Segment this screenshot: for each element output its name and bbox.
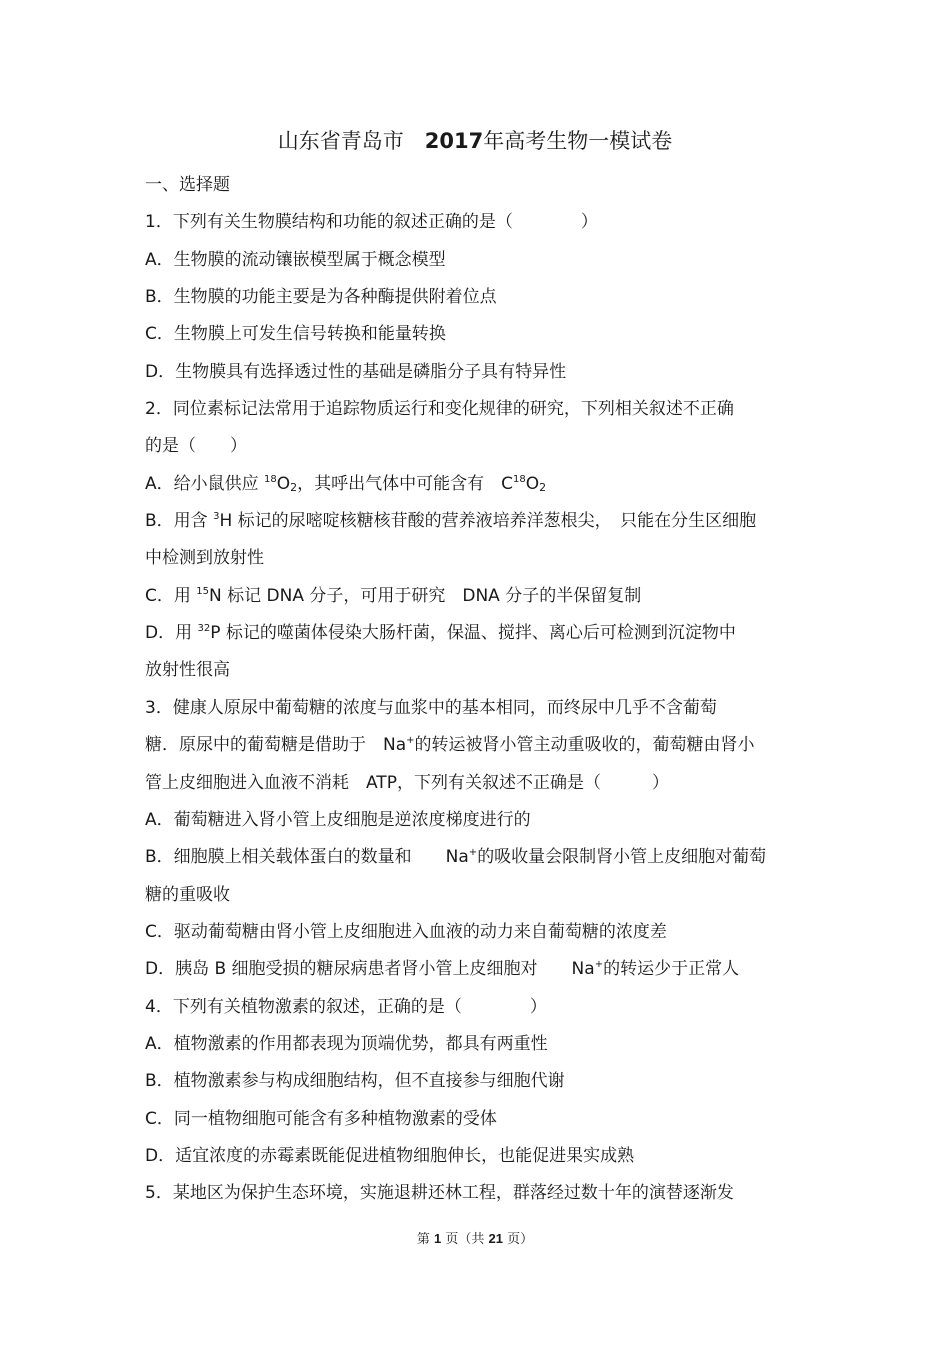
q5-stem: 5．某地区为保护生态环境，实施退耕还林工程，群落经过数十年的演替逐渐发 bbox=[145, 1183, 734, 1204]
q3-stem-line3: 管上皮细胞进入血液不消耗 ATP，下列有关叙述不正确是（ ） bbox=[145, 772, 669, 793]
q4-option-d: D．适宜浓度的赤霉素既能促进植物细胞伸长，也能促进果实成熟 bbox=[145, 1145, 635, 1166]
section-heading: 一、选择题 bbox=[145, 175, 230, 195]
q3-option-b-line1: B．细胞膜上相关载体蛋白的数量和 Na+的吸收量会限制肾小管上皮细胞对葡萄 bbox=[145, 847, 767, 868]
q3-option-c: C．驱动葡萄糖由肾小管上皮细胞进入血液的动力来自葡萄糖的浓度差 bbox=[145, 921, 667, 942]
q1-stem: 1．下列有关生物膜结构和功能的叙述正确的是（ ） bbox=[145, 212, 598, 233]
title-year: 2017 bbox=[424, 129, 484, 153]
page-number: 1 bbox=[434, 1231, 442, 1246]
document-body bbox=[145, 167, 810, 1213]
q2-option-b-line2: 中检测到放射性 bbox=[145, 548, 264, 569]
q2-option-b-line1: B．用含 $^3$H 标记的尿嘧啶核糖核苷酸的营养液培养洋葱根尖， 只能在分生区细胞 bbox=[145, 511, 757, 532]
q3-stem-line1: 3．健康人原尿中葡萄糖的浓度与血浆中的基本相同，而终尿中几乎不含葡萄 bbox=[145, 697, 717, 718]
q2-option-d-line1: D．用 $^{32}$P 标记的噬菌体侵染大肠杆菌，保温、搅拌、离心后可检测到沉淀物中 bbox=[145, 623, 736, 644]
q1-option-a: A．生物膜的流动镶嵌模型属于概念模型 bbox=[145, 249, 446, 270]
q2-stem-line2: 的是（ ） bbox=[145, 436, 247, 457]
q2-option-a: A．给小鼠供应 $^{18}O_2$，其呼出气体中可能含有 $C^{18}O_2$ bbox=[145, 473, 547, 494]
q3-option-d: D．胰岛 B 细胞受损的糖尿病患者肾小管上皮细胞对 Na+的转运少于正常人 bbox=[145, 959, 740, 980]
page-total: 21 bbox=[488, 1231, 503, 1246]
q1-option-c: C．生物膜上可发生信号转换和能量转换 bbox=[145, 324, 446, 345]
q2-option-c: C．用 $^{15}$N 标记 DNA 分子，可用于研究 DNA 分子的半保留复制 bbox=[145, 585, 642, 606]
q4-option-b: B．植物激素参与构成细胞结构，但不直接参与细胞代谢 bbox=[145, 1071, 565, 1092]
page-footer: 第 1 页（共 21 页） bbox=[416, 1231, 534, 1247]
q2-stem-line1: 2．同位素标记法常用于追踪物质运行和变化规律的研究，下列相关叙述不正确 bbox=[145, 399, 734, 420]
document-title bbox=[0, 124, 950, 158]
q1-option-d: D．生物膜具有选择透过性的基础是磷脂分子具有特异性 bbox=[145, 361, 567, 382]
q4-stem: 4．下列有关植物激素的叙述，正确的是（ ） bbox=[145, 996, 547, 1017]
q3-stem-line2: 糖．原尿中的葡萄糖是借助于 Na+的转运被肾小管主动重吸收的，葡萄糖由肾小 bbox=[145, 735, 755, 756]
q2-option-d-line2: 放射性很高 bbox=[145, 660, 230, 681]
title-subject: 年高考生物一模试卷 bbox=[483, 129, 673, 153]
q3-option-a: A．葡萄糖进入肾小管上皮细胞是逆浓度梯度进行的 bbox=[145, 809, 531, 830]
title-region: 山东省青岛市 bbox=[277, 129, 404, 153]
q1-option-b: B．生物膜的功能主要是为各种酶提供附着位点 bbox=[145, 287, 497, 308]
q4-option-c: C．同一植物细胞可能含有多种植物激素的受体 bbox=[145, 1108, 497, 1129]
q3-option-b-line2: 糖的重吸收 bbox=[145, 884, 230, 905]
q4-option-a: A．植物激素的作用都表现为顶端优势，都具有两重性 bbox=[145, 1033, 548, 1054]
